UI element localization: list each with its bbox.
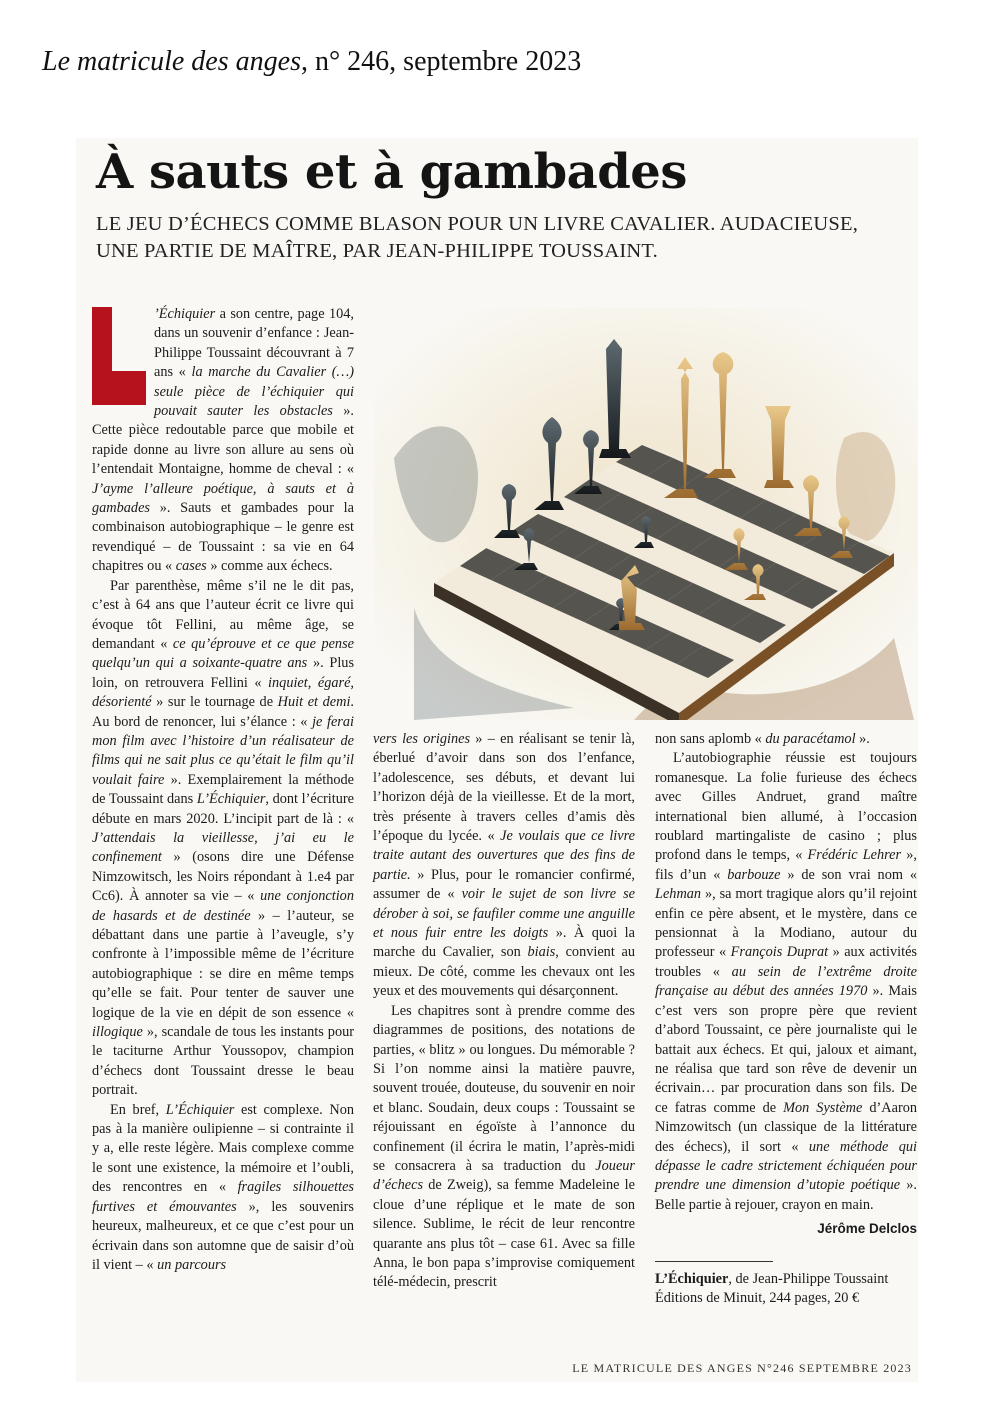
article-column-3: non sans aplomb « du paracétamol ». L’autobiographie réussie est toujours romanesque. La folie furieuse des échecs avec Gilles Andruet, grand maître international bien allumé, à l’occasion roublard martingaliste de casino ; plus profond dans le temps, « Frédéric Lehrer », fils d’un « barbouze » de son vrai nom « Lehman », sa mort tragique alors qu’il rejoint enfin ce père absent, et le mystère, dans ce pensionnat à la Modiano, autour du professeur « François Duprat » aux activités troubles « au sein de l’extrême droite française au début des années 1970 ». Mais c’est vers son propre père que revient d’abord Toussaint, ce père journaliste qui le battait aux échecs. Et qui, jaloux et aimant, ne réalisa que tard son rêve de devenir un écrivain… par procuration dans son fils. De ce fatras comme de Mon Système d’Aaron Nimzowitsch (un classique de la littérature des échecs), il sort « une méthode qui dépasse le cadre strictement échiquéen pour prendre une dimension d’utopie poétique ». Belle partie à rejouer, crayon en main. Jérôme Delclos L’Échiquier, de Jean-Philippe Toussaint Éditions de Minuit, 244 pages, 20 €	[655, 730, 917, 1308]
issue-info: , n° 246, septembre 2023	[300, 46, 582, 77]
article-deck: LE JEU D’ÉCHECS COMME BLASON POUR UN LIVRE CAVALIER. AUDACIEUSE, UNE PARTIE DE MAÎTRE, PAR JEAN-PHILIPPE TOUSSAINT.	[96, 213, 859, 262]
dropcap-letter	[92, 307, 146, 405]
book-publisher: Éditions de Minuit, 244 pages, 20 €	[655, 1289, 860, 1306]
article-author: Jérôme Delclos	[817, 1221, 917, 1237]
article-column-1: ’Échiquier a son centre, page 104, dans un souvenir d’enfance : Jean-Philippe Toussaint découvrant à 7 ans « la marche du Cavalier (…) seule pièce de l’échiquier qui pouvait sauter les obstacles ». Cette pièce redoutable parce que mobile et rapide donne au livre son allure au sens où l’entendait Montaigne, homme de cheval : « J’ayme l’alleure poétique, à sauts et à gambades ». Sauts et gambades pour la combinaison autobiographique – le genre est revendiqué – de Toussaint : sa vie en 64 chapitres ou « cases » comme aux échecs. Par parenthèse, même s’il ne le dit pas, c’est à 64 ans que l’auteur écrit ce livre qui évoque tôt Fellini, au même âge, se demandant « ce qu’éprouve et ce que pense quelqu’un qui a soixante-quatre ans ». Plus loin, on retrouvera Fellini « inquiet, égaré, désorienté » sur le tournage de Huit et demi. Au bord de renoncer, lui s’élance : « je ferai mon film avec l’histoire d’un réalisateur de films qui ne sait plus ce qu’était le film qu’il voulait faire ». Exemplairement la méthode de Toussaint dans L’Échiquier, dont l’écriture débute en mars 2020. L’incipit part de là : « J’attendais la vieillesse, j’ai eu le confinement » (osons dire une Défense Nimzowitsch, les Noirs répondant à 1.e4 par Cc6). À annoter sa vie – « une conjonction de hasards et de destinée » – l’auteur, se débattant dans une partie à l’aveugle, s’y confronte à l’impossible même de l’écriture autobiographique : se dire en même temps qu’elle se fait. Pour tenter de sauver une logique de la vie en dépit de son essence « illogique », scandale de tous les instants pour le taciturne Arthur Youssopov, champion d’échecs dont Toussaint dresse le beau portrait. En bref, L’Échiquier est complexe. Non pas à la manière oulipienne – si contrainte il y a, elle reste légère. Mais complexe comme le sont une existence, la mémoire et l’oubli, des rencontres en « fragiles silhouettes furtives et émouvantes », les souvenirs heureux, malheureux, et ce que c’est pour un écrivain dans son automne que de saisir d’où il vient – « un parcours	[92, 306, 355, 1273]
article-page	[76, 138, 918, 1382]
chess-illustration	[374, 308, 918, 720]
publication-reference	[42, 46, 581, 78]
publication-name: Le matricule des anges	[42, 46, 301, 77]
divider-rule	[655, 1261, 773, 1262]
article-headline: À sauts et à gambades	[96, 144, 687, 200]
book-reference	[655, 1270, 917, 1309]
book-title: L’Échiquier	[655, 1270, 729, 1287]
article-column-2: vers les origines » – en réalisant se tenir là, éberlué d’avoir dans son dos l’enfance, l’adolescence, ses débuts, et devant lui l’horizon déjà de la vieillesse. Et de la mort, très présente à travers celles d’amis dès l’époque du lycée. « Je voulais que ce livre traite autant des ouvertures que des fins de partie. » Plus, pour le romancier confirmé, assumer de « voir le sujet de son livre se dérober à soi, se faufiler comme une anguille et nous fuir entre les doigts ». À quoi la marche du Cavalier, son biais, convient au mieux. De côté, comme les chevaux ont les yeux et des mouvements qui désarçonnent. Les chapitres sont à prendre comme des diagrammes de positions, des notations de parties, « blitz » ou longues. Du mémorable ? Si l’on nomme ainsi la matière pauvre, souvent trouée, douteuse, du souvenir en noir et blanc. Soudain, deux coups : Toussaint se réjouissant en égoïste à l’annonce du confinement (il écrira le matin, l’après-midi se consacrera à sa traduction du Joueur d’échecs de Zweig), sa femme Madeleine le cloue d’une réplique et le mate de son silence. Sublime, le récit de leur rencontre quarante ans plus tôt – case 61. Avec sa fille Anna, le bon papa s’improvise comiquement télé-médecin, prescrit	[373, 731, 636, 1291]
book-author: , de Jean-Philippe Toussaint	[728, 1270, 889, 1287]
page-footer: LE MATRICULE DES ANGES N°246 SEPTEMBRE 2023	[572, 1361, 912, 1375]
chess-board-drawing	[374, 308, 918, 720]
